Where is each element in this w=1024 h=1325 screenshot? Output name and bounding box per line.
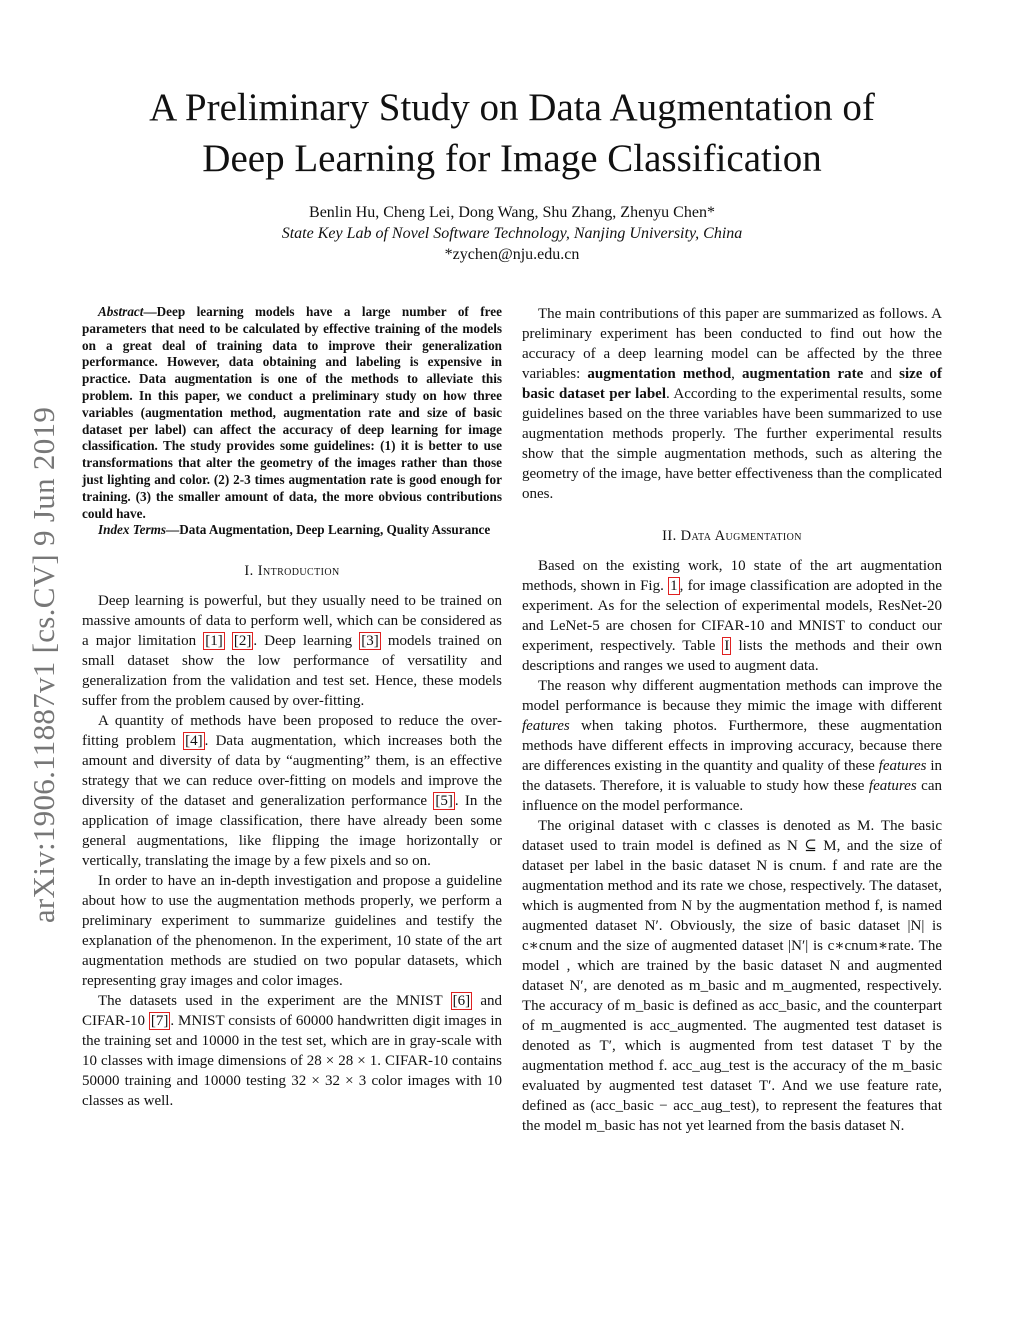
abstract-label: Abstract bbox=[98, 304, 144, 319]
text-run: The reason why different augmentation methods can improve the model performance is because they mimic the image with different bbox=[522, 678, 942, 714]
citation-link[interactable]: [6] bbox=[452, 993, 471, 1010]
text-run: Based on the existing work, 10 state of the art augmentation methods, shown in Fig. bbox=[522, 558, 942, 594]
text-run: . MNIST consists of 60000 handwritten digit images in the training set and 10000 in the test set, which are in gray-scale with 10 classes with image dimensions of 28 × 28 × 1. CIFAR-10 contains 50000 training and 10000 testing 32 × 32 × 3 color images with 10 classes as well. bbox=[82, 1013, 503, 1110]
paper-title bbox=[90, 82, 934, 184]
title-line-1: A Preliminary Study on Data Augmentation of bbox=[149, 86, 875, 129]
citation-link[interactable]: [7] bbox=[150, 1013, 169, 1030]
section-number: II. bbox=[662, 528, 677, 544]
citation-link[interactable]: [1] bbox=[205, 633, 223, 650]
text-run: models trained on small dataset show the low performance of versatility and generalization from the validation and test set. Hence, these models suffer from the problem caused by over-fitting. bbox=[82, 633, 503, 710]
italic-term: features bbox=[522, 718, 570, 734]
text-run: The main contributions of this paper are summarized as follows. A preliminary experiment has been conducted to find out how the accuracy of a deep learning model can be affected by the three variables: bbox=[522, 306, 942, 382]
bold-term: augmentation rate bbox=[742, 366, 864, 382]
citation-link[interactable]: [2] bbox=[233, 633, 252, 650]
intro-paragraph-1 bbox=[82, 591, 502, 711]
bold-term: augmentation method bbox=[587, 366, 732, 382]
author-block bbox=[90, 202, 934, 265]
abstract-text: —Deep learning models have a large number of free parameters that need to be calculated by effective training of the models on a great deal of training data to improve their generalization performance. However, data obtaining and labeling is expensive in practice. Data augmentation is one of the methods to alleviate this problem. In this paper, we conduct a preliminary study on how three variables (augmentation method, augmentation rate and size of basic dataset per label) can affect the accuracy of deep learning for image classification. The study provides some guidelines: (1) it is better to use transformations that alter the geometry of the images rather than those just lighting and color. (2) 2-3 times augmentation rate is good enough for training. (3) the smaller amount of data, the more obvious contributions could have. bbox=[82, 304, 502, 521]
affiliation: State Key Lab of Novel Software Technology, Nanjing University, China bbox=[281, 225, 743, 242]
text-run: The datasets used in the experiment are the MNIST bbox=[98, 993, 451, 1010]
text-run: and bbox=[863, 366, 900, 382]
arxiv-stamp-text: arXiv:1906.11887v1 [cs.CV] 9 Jun 2019 bbox=[26, 406, 61, 924]
section-title: Introduction bbox=[257, 563, 340, 580]
text-run: , for image classification are adopted in the experiment. As for the selection of experimental models, ResNet-20 and LeNet-5 are chosen for CIFAR-10 and MNIST to conduct our experiment, respectively. Table bbox=[522, 578, 942, 654]
title-line-2: Deep Learning for Image Classification bbox=[202, 137, 822, 180]
text-run: A quantity of methods have been proposed to reduce the over-fitting problem bbox=[82, 713, 502, 750]
italic-term: features bbox=[868, 778, 917, 794]
text-run: Deep learning is powerful, but they usually need to be trained on massive amounts of data to perform well, which can be considered as a major limitation bbox=[82, 593, 502, 650]
text-run: when taking photos. Furthermore, these augmentation methods have different effects in improving accuracy, because there are differences existing in the quantity and quality of these bbox=[522, 718, 942, 774]
text-run: . Deep learning bbox=[253, 633, 360, 650]
text-run: , bbox=[731, 366, 743, 382]
section-number: I. bbox=[244, 563, 254, 580]
italic-term: features bbox=[878, 758, 927, 774]
da-paragraph-2 bbox=[522, 676, 942, 816]
text-run: . In the application of image classification, there have already been some general augmentations, like flipping the image horizontally or vertically, translating the image by a few pixels and so on. bbox=[82, 793, 502, 870]
section-heading-data-augmentation bbox=[522, 526, 942, 546]
right-column bbox=[522, 304, 942, 1136]
text-run: . Data augmentation, which increases both the amount and diversity of data by “augmenting” them, is an effective strategy that we can reduce over-fitting on models and improve the diversity of the dataset and generalization performance bbox=[82, 733, 503, 810]
contributions-paragraph bbox=[522, 304, 942, 504]
da-paragraph-3: The original dataset with c classes is denoted as M. The basic dataset used to train model is defined as N ⊆ M, and the size of dataset per label in the basic dataset N is cnum. f and rate are the augmentation method and its rate we chose, respectively. The dataset, which is augmented from N by the augmentation method f, is named augmented dataset N′. Obviously, the size of basic dataset |N| is c∗cnum and the size of augmented dataset |N′| is c∗cnum∗rate. The model , which are trained by the basic dataset N and augmented dataset N′, are denoted as m_basic and m_augmented, respectively. The accuracy of m_basic is defined as acc_basic, and the counterpart of m_augmented is acc_augmented. The augmented test dataset is denoted as T′, which is augmented from test dataset T by the augmentation method f. acc_aug_test is the accuracy of the m_basic evaluated by augmented test dataset T′. And we use feature rate, defined as (acc_basic − acc_aug_test), to represent the features that the model m_basic has not yet learned from the basis dataset N. bbox=[522, 818, 942, 1134]
author-email: *zychen@nju.edu.cn bbox=[444, 246, 580, 263]
text-run: lists the methods and their own descriptions and ranges we used to augment data. bbox=[522, 638, 942, 674]
citation-link[interactable]: [5] bbox=[435, 793, 453, 810]
section-heading-introduction bbox=[82, 561, 502, 581]
intro-paragraph-2 bbox=[82, 711, 502, 871]
table-link[interactable]: I bbox=[724, 638, 730, 654]
index-terms bbox=[82, 522, 502, 539]
author-names: Benlin Hu, Cheng Lei, Dong Wang, Shu Zhang, Zhenyu Chen* bbox=[309, 204, 715, 221]
da-paragraph-1 bbox=[522, 556, 942, 676]
intro-paragraph-4 bbox=[82, 991, 502, 1111]
left-column bbox=[82, 304, 502, 1111]
intro-paragraph-3: In order to have an in-depth investigation and propose a guideline about how to use the augmentation methods properly, we perform a preliminary experiment to summarize guidelines and testify the explanation of the phenomenon. In the experiment, 10 state of the art augmentation methods are studied on two popular datasets, which representing gray images and color images. bbox=[82, 873, 502, 990]
text-run: . According to the experimental results, some guidelines based on the three variables have been summarized to use augmentation methods properly. The further experimental results show that the simple augmentation methods, such as altering the geometry of the image, have better effectiveness than the complicated ones. bbox=[522, 386, 942, 502]
abstract bbox=[82, 304, 502, 522]
text-run: and CIFAR-10 bbox=[82, 993, 502, 1030]
citation-link[interactable]: [4] bbox=[185, 733, 203, 750]
bold-term: size of basic dataset per label bbox=[522, 366, 943, 402]
figure-link[interactable]: 1 bbox=[670, 578, 678, 594]
citation-link[interactable]: [3] bbox=[361, 633, 379, 650]
index-terms-label: Index Terms bbox=[98, 522, 167, 538]
text-run: can influence on the model performance. bbox=[522, 778, 942, 814]
text-run: in the datasets. Therefore, it is valuable to study how these bbox=[522, 758, 942, 794]
arxiv-stamp bbox=[14, 365, 74, 965]
section-title: Data Augmentation bbox=[680, 528, 802, 544]
index-terms-text: —Data Augmentation, Deep Learning, Quality Assurance bbox=[166, 522, 491, 538]
